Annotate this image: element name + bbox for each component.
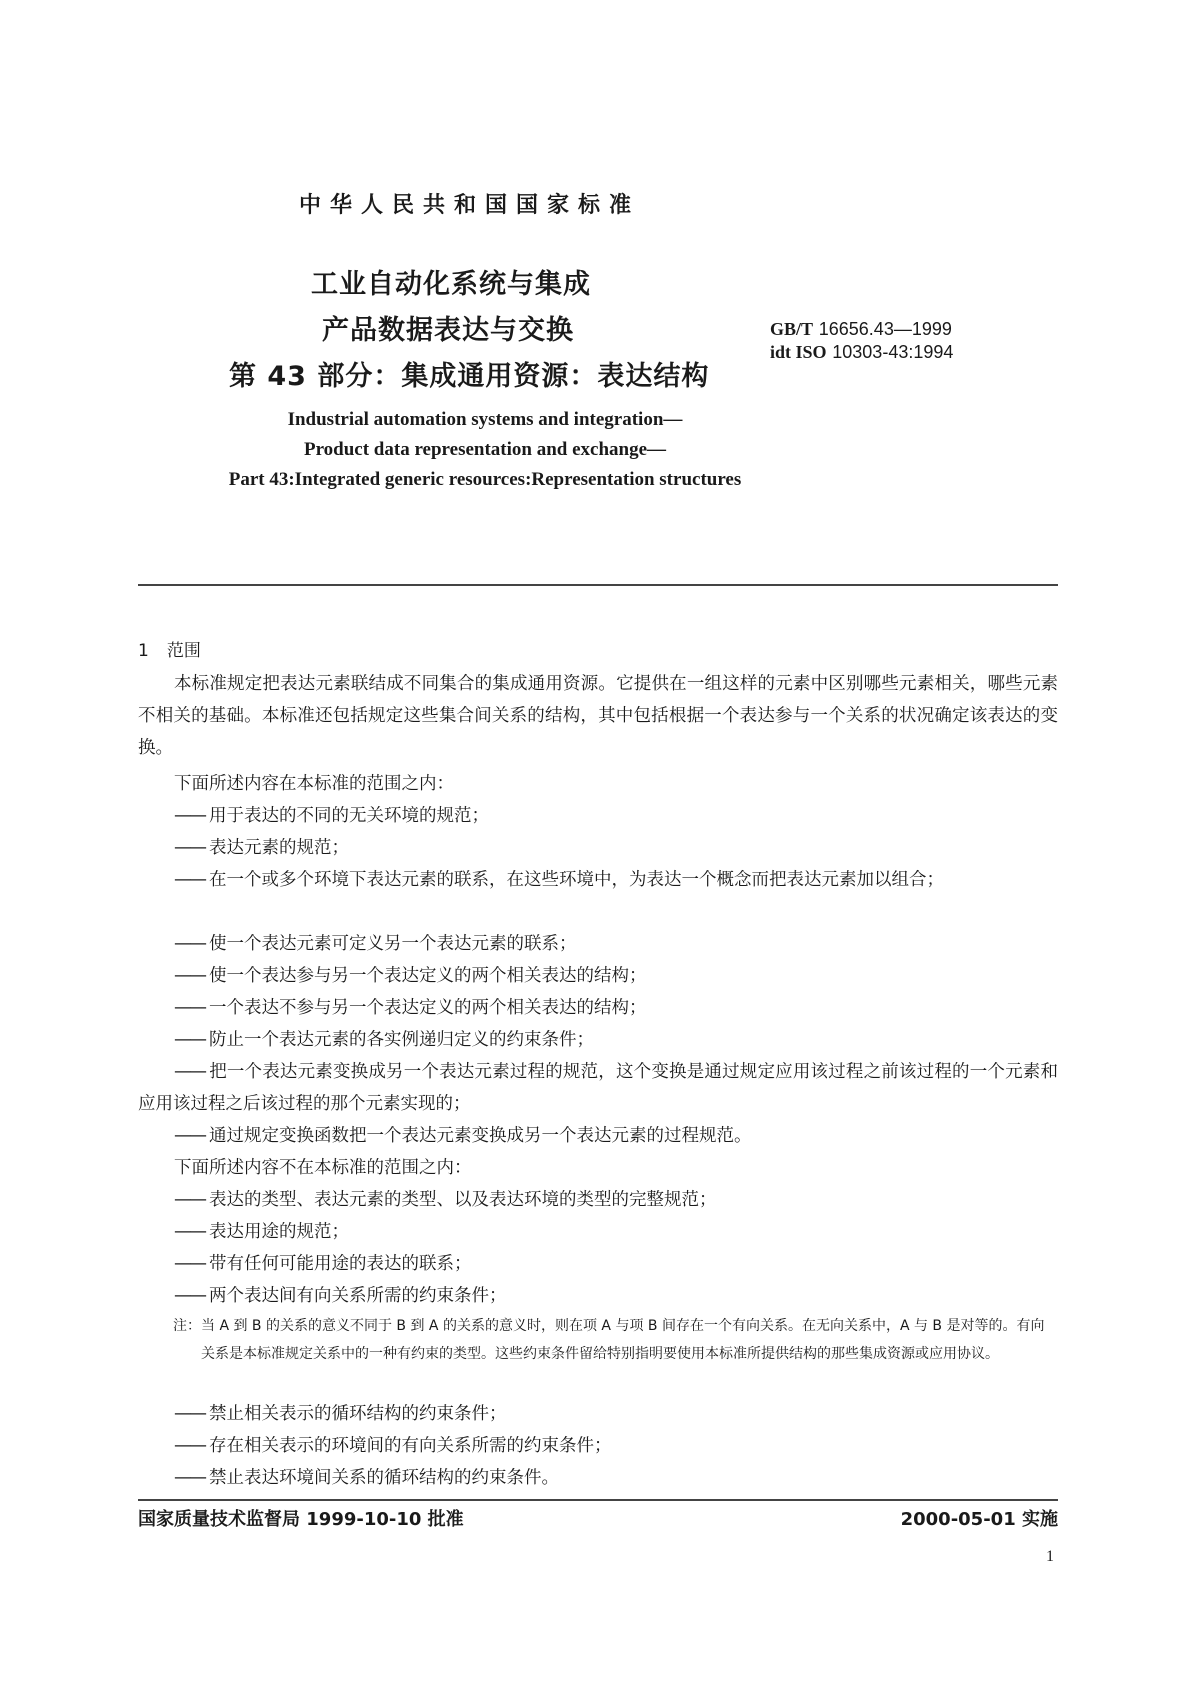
scope-note bbox=[173, 1312, 1058, 1368]
in-scope-item: —— 把一个表达元素变换成另一个表达元素过程的规范，这个变换是通过规定应用该过程之前该过程的一个元素和应用该过程之后该过程的那个元素实现的； bbox=[138, 1062, 1058, 1114]
gb-number: 16656.43—1999 bbox=[818, 319, 952, 339]
in-scope-item: —— 用于表达的不同的无关环境的规范； bbox=[174, 806, 489, 826]
scope-intro-paragraph: 本标准规定把表达元素联结成不同集合的集成通用资源。它提供在一组这样的元素中区别哪些元素相关，哪些元素不相关的基础。本标准还包括规定这些集合间关系的结构，其中包括根据一个表达参与一个关系的状况确定该表达的变换。 bbox=[138, 674, 1058, 758]
in-scope-lead: 下面所述内容在本标准的范围之内： bbox=[174, 774, 454, 794]
title-en-line-2: Product data representation and exchange— bbox=[303, 439, 667, 460]
in-scope-item: —— 使一个表达参与另一个表达定义的两个相关表达的结构； bbox=[174, 966, 647, 986]
in-scope-item: —— 表达元素的规范； bbox=[174, 838, 349, 858]
gb-code-line bbox=[770, 318, 953, 341]
out-scope-item: —— 禁止表达环境间关系的循环结构的约束条件。 bbox=[174, 1468, 559, 1488]
standard-code bbox=[770, 318, 953, 364]
title-cn-line-2: 产品数据表达与交换 bbox=[322, 315, 574, 346]
in-scope-item: —— 防止一个表达元素的各实例递归定义的约束条件； bbox=[174, 1030, 594, 1050]
footer-divider bbox=[138, 1499, 1058, 1501]
header-divider bbox=[138, 584, 1058, 586]
in-scope-item: —— 使一个表达元素可定义另一个表达元素的联系； bbox=[174, 934, 577, 954]
in-scope-item: —— 一个表达不参与另一个表达定义的两个相关表达的结构； bbox=[174, 998, 647, 1018]
page-number: 1 bbox=[1046, 1548, 1054, 1565]
national-standard-text: 中华人民共和国国家标准 bbox=[299, 193, 641, 218]
out-scope-item: —— 表达用途的规范； bbox=[174, 1222, 349, 1242]
note-label: 注： bbox=[173, 1318, 201, 1334]
out-scope-item: —— 带有任何可能用途的表达的联系； bbox=[174, 1254, 472, 1274]
note-text: 当 A 到 B 的关系的意义不同于 B 到 A 的关系的意义时，则在项 A 与项 B 间存在一个有向关系。在无向关系中，A 与 B 是对等的。有向关系是本标准规定关系中的一种有约束的类型。这些约束条件留给特别指明要使用本标准所提供结构的那些集成资源或应用协议。 bbox=[201, 1318, 1045, 1362]
title-en-line-1: Industrial automation systems and integration— bbox=[287, 409, 683, 430]
title-en-line-3: Part 43:Integrated generic resources:Representation structures bbox=[228, 469, 742, 490]
out-scope-lead: 下面所述内容不在本标准的范围之内： bbox=[174, 1158, 472, 1178]
section-title: 范围 bbox=[166, 641, 201, 661]
in-scope-item: —— 通过规定变换函数把一个表达元素变换成另一个表达元素的过程规范。 bbox=[174, 1126, 752, 1146]
gb-prefix: GB/T bbox=[770, 319, 814, 339]
idt-code-line bbox=[770, 341, 953, 364]
effective-date: 2000-05-01 实施 bbox=[900, 1509, 1058, 1530]
section-number: 1 bbox=[138, 641, 149, 661]
in-scope-item: —— 在一个或多个环境下表达元素的联系，在这些环境中，为表达一个概念而把表达元素加以组合； bbox=[174, 870, 944, 890]
out-scope-item: —— 存在相关表示的环境间的有向关系所需的约束条件； bbox=[174, 1436, 612, 1456]
title-cn-line-3: 第 43 部分：集成通用资源：表达结构 bbox=[229, 361, 710, 392]
out-scope-item: —— 禁止相关表示的循环结构的约束条件； bbox=[174, 1404, 507, 1424]
out-scope-item: —— 表达的类型、表达元素的类型、以及表达环境的类型的完整规范； bbox=[174, 1190, 717, 1210]
approval-info: 国家质量技术监督局 1999-10-10 批准 bbox=[138, 1509, 464, 1530]
idt-number: 10303-43:1994 bbox=[832, 342, 954, 362]
section-heading bbox=[138, 636, 201, 661]
idt-prefix: idt ISO bbox=[770, 342, 827, 362]
out-scope-item: —— 两个表达间有向关系所需的约束条件； bbox=[174, 1286, 507, 1306]
title-cn-line-1: 工业自动化系统与集成 bbox=[311, 269, 591, 300]
